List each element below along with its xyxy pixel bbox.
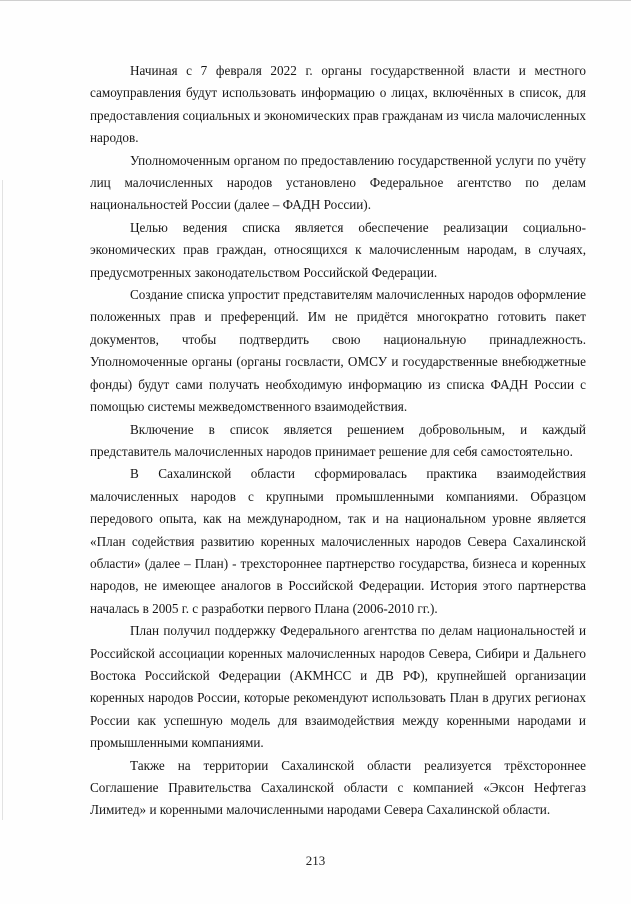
page-left-edge [2, 180, 3, 820]
paragraph-1: Начиная с 7 февраля 2022 г. органы государственной власти и местного самоуправления будут использовать информацию о лицах, включённых в список, для предоставления социальных и экономических прав гражданам из числа малочисленных народов. [90, 63, 586, 146]
paragraph-8: Также на территории Сахалинской области реализуется трёхстороннее Соглашение Правительства Сахалинской области с компанией «Эксон Нефтегаз Лимитед» и коренными малочисленными народами Севера Сахалинской области. [90, 757, 586, 818]
paragraph-7: План получил поддержку Федерального агентства по делам национальностей и Российской ассоциации коренных малочисленных народов Севера, Сибири и Дальнего Востока Российской Федерации (АКМНСС и ДВ РФ), крупнейшей организации коренных народов России, которые рекомендуют использовать План в других регионах России как успешную модель для взаимодействия между коренными народами и промышленными компаниями. [90, 623, 586, 751]
paragraph-2: Уполномоченным органом по предоставлению государственной услуги по учёту лиц малочисленных народов установлено Федеральное агентство по делам национальностей России (далее – ФАДН России). [90, 152, 586, 213]
paragraph-4: Создание списка упростит представителям малочисленных народов оформление положенных прав и преференций. Им не придётся многократно готовить пакет документов, чтобы подтвердить свою национальную принадлежность. Уполномоченные органы (органы госвласти, ОМСУ и государственные внебюджетные фонды) будут сами получать необходимую информацию из списка ФАДН России с помощью системы межведомственного взаимодействия. [90, 287, 586, 415]
page-number: 213 [305, 853, 326, 868]
paragraph-3: Целью ведения списка является обеспечение реализации социально-экономических прав граждан, относящихся к малочисленным народам, в случаях, предусмотренных законодательством Российской Федерации. [90, 219, 586, 280]
paragraph-6: В Сахалинской области сформировалась практика взаимодействия малочисленных народов с крупными промышленными компаниями. Образцом передового опыта, как на международном, так и на национальном уровне является «План содействия развитию коренных малочисленных народов Севера Сахалинской области» (далее – План) - трехстороннее партнерство государства, бизнеса и коренных народов, не имеющее аналогов в Российской Федерации. История этого партнерства началась в 2005 г. с разработки первого Плана (2006-2010 гг.). [90, 466, 586, 616]
paragraph-5: Включение в список является решением добровольным, и каждый представитель малочисленных народов принимает решение для себя самостоятельно. [90, 421, 586, 459]
body-text [90, 60, 586, 822]
page-top-edge [0, 0, 631, 1]
